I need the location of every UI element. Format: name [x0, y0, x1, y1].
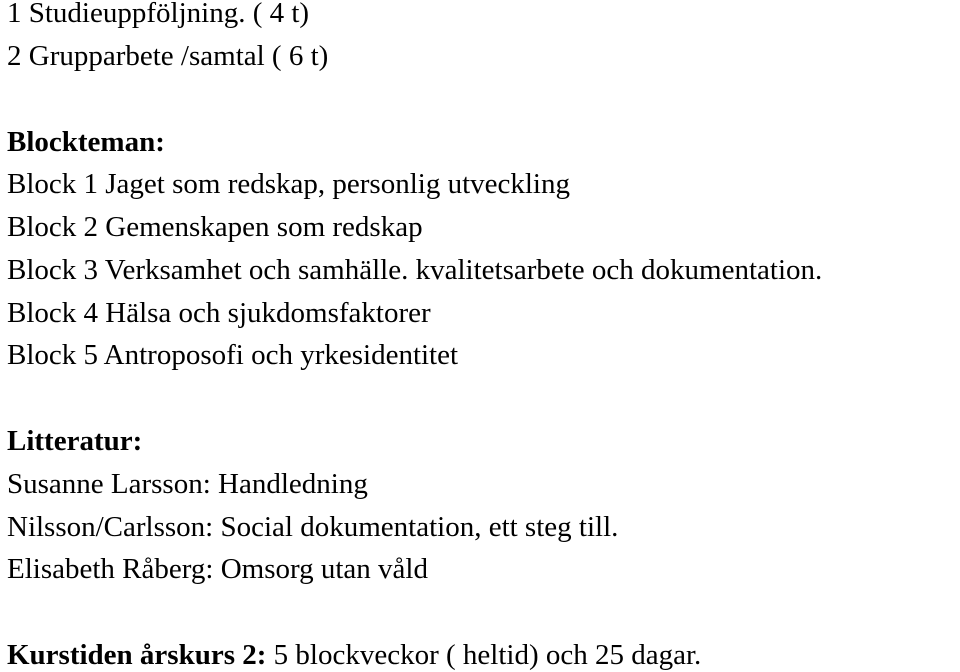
litteratur-heading: Litteratur: — [7, 425, 143, 457]
block-item-2: Block 2 Gemenskapen som redskap — [7, 211, 423, 243]
block-item-5: Block 5 Antroposofi och yrkesidentitet — [7, 339, 459, 371]
schedule-item-2: 2 Grupparbete /samtal ( 6 t) — [7, 40, 329, 72]
litteratur-item-2: Nilsson/Carlsson: Social dokumentation, ett steg till. — [7, 511, 619, 543]
kurstiden-label: Kurstiden årskurs 2: — [7, 639, 267, 671]
kurstiden-line — [7, 638, 701, 672]
kurstiden-value: 5 blockveckor ( heltid) och 25 dagar. — [266, 639, 702, 671]
litteratur-item-3: Elisabeth Råberg: Omsorg utan våld — [7, 553, 428, 585]
schedule-item-1: 1 Studieuppföljning. ( 4 t) — [7, 0, 310, 29]
block-item-4: Block 4 Hälsa och sjukdomsfaktorer — [7, 297, 431, 329]
litteratur-item-1: Susanne Larsson: Handledning — [7, 468, 368, 500]
block-item-3: Block 3 Verksamhet och samhälle. kvalitetsarbete och dokumentation. — [7, 254, 823, 286]
block-item-1: Block 1 Jaget som redskap, personlig utveckling — [7, 168, 570, 200]
blockteman-heading: Blockteman: — [7, 126, 165, 158]
